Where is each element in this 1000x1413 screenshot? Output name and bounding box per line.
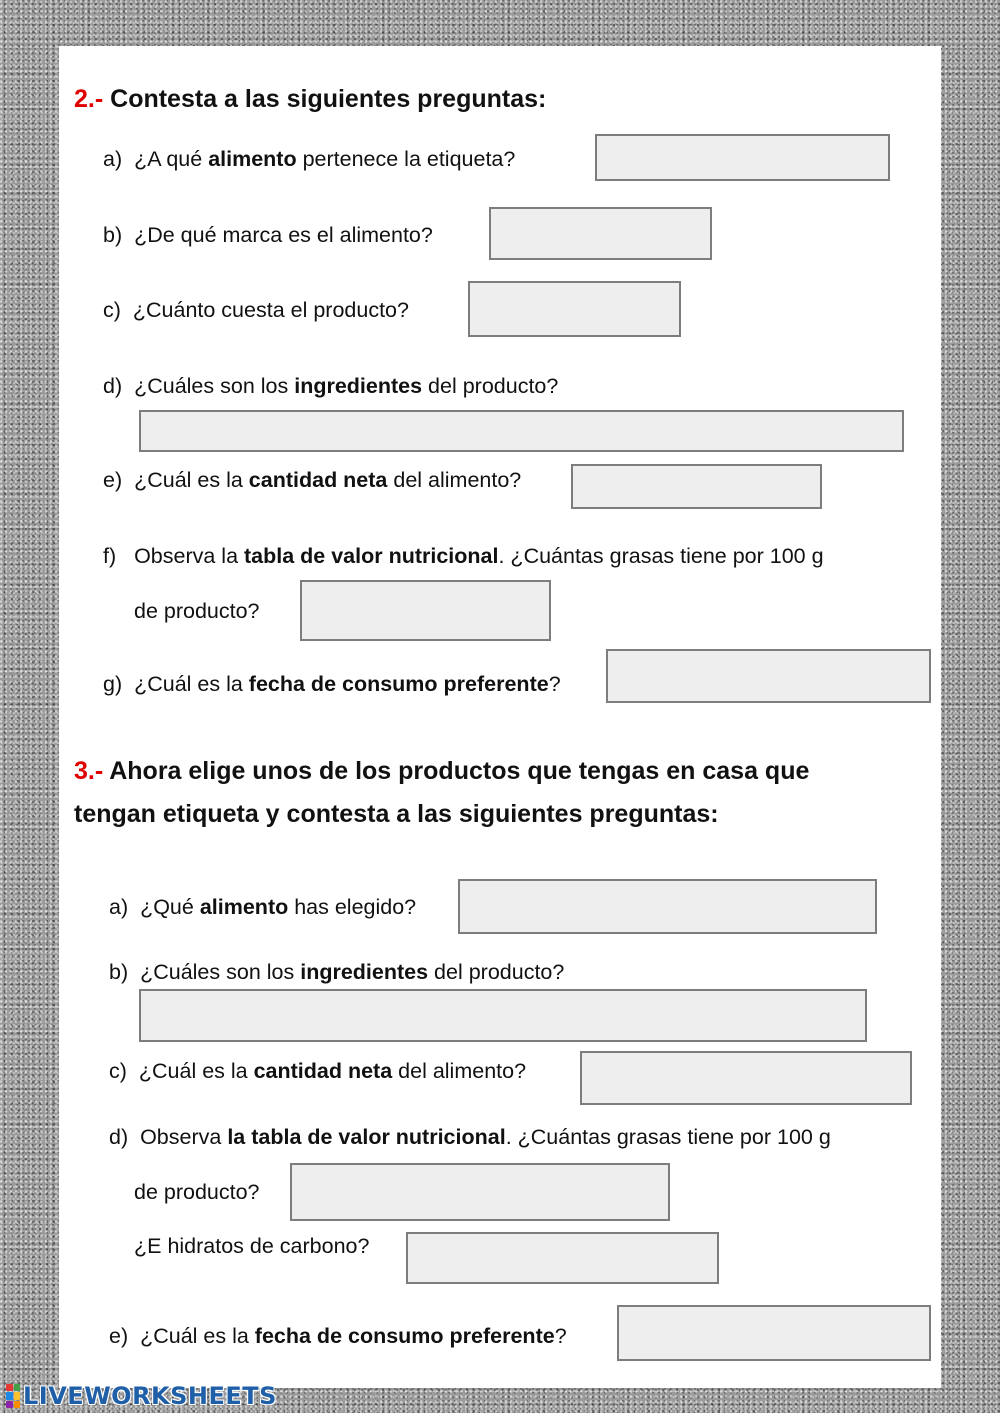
question-text: ¿Cuál es la: [134, 468, 249, 492]
question-bold: alimento: [208, 147, 297, 171]
question-text: . ¿Cuántas grasas tiene por 100 g: [498, 544, 824, 568]
question-label: a): [103, 147, 123, 171]
question-2e: [103, 466, 521, 494]
answer-box-3c[interactable]: [580, 1051, 912, 1105]
question-label: b): [109, 960, 129, 984]
question-2f: [103, 542, 824, 570]
question-text: ¿Cuánto cuesta el producto?: [132, 298, 409, 322]
question-bold: fecha de consumo preferente: [248, 672, 549, 696]
question-2g: [103, 670, 561, 698]
logo-text: LIVEWORKSHEETS: [23, 1382, 277, 1410]
question-bold: fecha de consumo preferente: [254, 1324, 555, 1348]
answer-box-2b[interactable]: [489, 207, 712, 260]
question-bold: tabla de valor nutricional: [244, 544, 499, 568]
question-text: has elegido?: [288, 895, 417, 919]
question-label: a): [109, 895, 129, 919]
question-label: c): [109, 1059, 127, 1083]
question-bold: cantidad neta: [248, 468, 388, 492]
question-bold: ingredientes: [294, 374, 423, 398]
question-2c: [103, 296, 409, 324]
question-text: ¿Cuáles son los: [134, 374, 295, 398]
question-3e: [109, 1322, 567, 1350]
answer-box-2e[interactable]: [571, 464, 822, 509]
answer-box-2a[interactable]: [595, 134, 890, 181]
question-text: ¿Qué: [140, 895, 200, 919]
answer-box-3d-fats[interactable]: [290, 1163, 670, 1221]
question-2f-line2: de producto?: [134, 599, 260, 623]
question-3b: [109, 958, 564, 986]
question-3d: [109, 1123, 831, 1151]
question-bold: alimento: [199, 895, 289, 919]
question-3d-line3: ¿E hidratos de carbono?: [134, 1234, 370, 1258]
section-3-title-line1: Ahora elige unos de los productos que tengas en casa que: [109, 757, 810, 785]
question-label: d): [109, 1125, 129, 1149]
answer-box-2d[interactable]: [139, 410, 904, 452]
question-3a: [109, 893, 416, 921]
question-3c: [109, 1057, 526, 1085]
question-text: ?: [554, 1324, 567, 1348]
liveworksheets-logo: [6, 1381, 277, 1411]
question-text: ?: [548, 672, 561, 696]
question-text: Observa: [140, 1125, 228, 1149]
question-bold: ingredientes: [300, 960, 429, 984]
question-text: ¿Cuál es la: [140, 1324, 255, 1348]
answer-box-3d-carbs[interactable]: [406, 1232, 719, 1284]
question-text: pertenece la etiqueta?: [296, 147, 516, 171]
question-text: Observa la: [134, 544, 244, 568]
section-2-title: Contesta a las siguientes preguntas:: [110, 85, 547, 113]
question-label: b): [103, 223, 123, 247]
question-label: c): [103, 298, 121, 322]
question-3d-line2: de producto?: [134, 1180, 260, 1204]
section-3-title-line2: tengan etiqueta y contesta a las siguientes preguntas:: [74, 800, 719, 828]
question-2d: [103, 372, 558, 400]
question-label: e): [109, 1324, 129, 1348]
question-2a: [103, 145, 515, 173]
answer-box-2c[interactable]: [468, 281, 681, 337]
question-label: g): [103, 672, 123, 696]
question-text: ¿Cuáles son los: [140, 960, 301, 984]
section-3-number: 3.-: [74, 757, 104, 785]
question-text: ¿A qué: [134, 147, 209, 171]
question-text: del producto?: [422, 374, 559, 398]
answer-box-3a[interactable]: [458, 879, 877, 934]
question-label: f): [103, 544, 117, 568]
answer-box-2f[interactable]: [300, 580, 551, 641]
answer-box-3b[interactable]: [139, 989, 867, 1042]
question-bold: la tabla de valor nutricional: [227, 1125, 506, 1149]
question-2b: [103, 221, 433, 249]
question-text: . ¿Cuántas grasas tiene por 100 g: [505, 1125, 831, 1149]
logo-badge-icon: [6, 1384, 20, 1408]
question-text: del alimento?: [392, 1059, 527, 1083]
question-text: ¿Cuál es la: [138, 1059, 254, 1083]
question-label: e): [103, 468, 123, 492]
section-3-heading: [74, 750, 809, 836]
question-label: d): [103, 374, 123, 398]
answer-box-2g[interactable]: [606, 649, 931, 703]
question-text: ¿De qué marca es el alimento?: [134, 223, 433, 247]
section-2-heading: [74, 78, 546, 121]
question-text: ¿Cuál es la: [134, 672, 249, 696]
question-bold: cantidad neta: [253, 1059, 393, 1083]
answer-box-3e[interactable]: [617, 1305, 931, 1361]
question-text: del alimento?: [387, 468, 522, 492]
question-text: del producto?: [428, 960, 565, 984]
section-2-number: 2.-: [74, 85, 104, 113]
